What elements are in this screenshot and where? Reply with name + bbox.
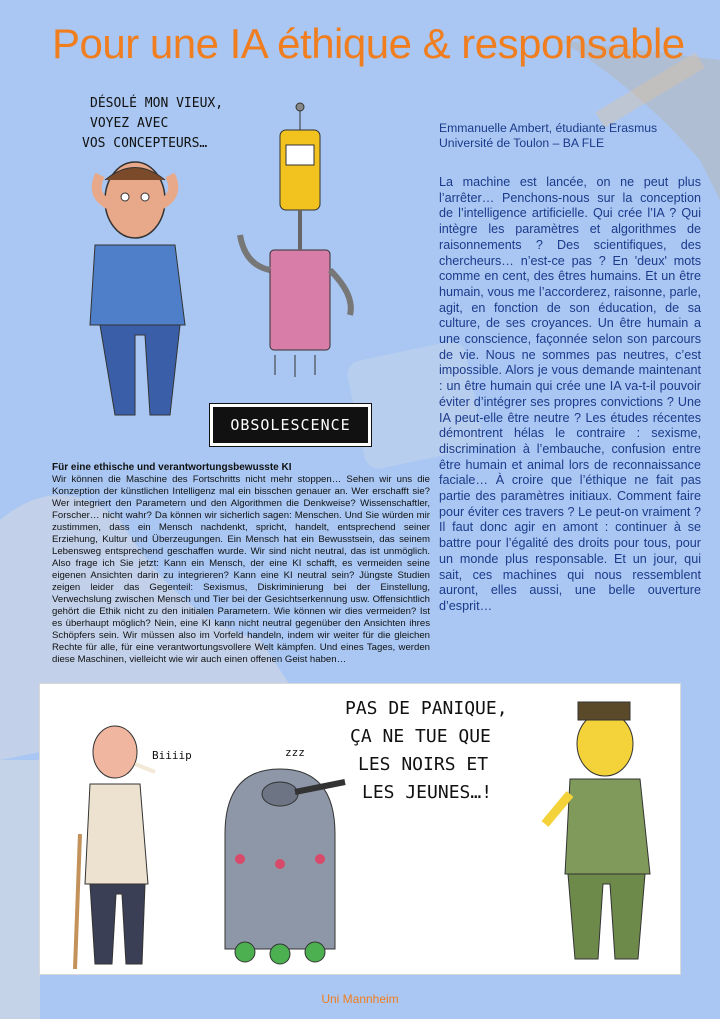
robot-figure <box>240 103 351 377</box>
speech-line: VOS CONCEPTEURS… <box>82 136 208 151</box>
author-byline <box>439 121 701 151</box>
speech-line: VOYEZ AVEC <box>90 116 169 131</box>
speech-line: LES NOIRS ET <box>358 754 489 775</box>
french-article-text: La machine est lancée, on ne peut plus l’arrêter… Penchons-nous sur la conception de l’intelligence artificielle. Qui crée l’IA ? Qui intègre les paramètres et algorithmes de raisonnements ? Des scientifiques, des chercheurs… n’est-ce pas ? En 'deux' mots comme en cent, des êtres humains. Et un être humain, vous me l’accorderez, raisonne, parle, agit, en fonction de son éducation, de sa culture, de ses croyances. Un être humain a une conscience, façonnée selon son parcours de vie. Nous ne sommes pas neutres, c’est impossible. Alors je vous demande maintenant : un être humain qui crée une IA va-t-il pouvoir éviter d’intégrer ses propres convictions ? Une IA peut-elle être neutre ? Les études récentes démontrent hélas le contraire : sexisme, discrimination à l’embauche, confusion entre être humain et animal lors de reconnaissance faciale… À croire que l’éthique ne fait pas partie des paramètres initiaux. Comment faire pour éviter ces travers ? Le peut-on vraiment ? Il faut donc agir en amont : continuer à se battre pour l’égalité des droits pour tous, pour un monde plus responsable. Et un jour, qui sait, ces machines qui nous ressemblent auront, elles aussi, une belle ouverture d’esprit… <box>439 175 701 613</box>
soldier-figure <box>545 702 650 959</box>
german-article-text: Wir können die Maschine des Fortschritts nicht mehr stoppen… Sehen wir uns die Konzeption der künstlichen Intelligenz mal ein bisschen genauer an. Wer erschafft sie? Wer integriert den Parametern und den Algorithmen die Denkweise? Wissenschaftler, Forscher… nicht wahr? Da können wir sicherlich sagen: Menschen. Und Sie würden mir zustimmen, dass ein Mensch nachdenkt, spricht, handelt, entsprechend seiner Erziehung, Kultur und Überzeugungen. Ein Mensch hat ein Bewusstsein, das seinem Lebensweg entsprechend geschaffen wurde. Wir sind nicht neutral, das ist unmöglich. Also frage ich Sie jetzt: Kann ein Mensch, der eine KI schafft, es vermeiden seine eigenen Ansichten darin zu integrieren? Kann eine KI neutral sein? Jüngste Studien zeigen leider das Gegenteil: Sexismus, Diskriminierung bei der Einstellung, Verwechslung zwischen Mensch und Tier bei der Gesichtserkennung usw. Offensichtlich gehört die Ethik nicht zu den initialen Parametern. Wie können wir dies vermeiden? Ist es überhaupt möglich? Nein, eine KI kann nicht neutral gegenüber den Ansichten ihres Schöpfers sein. Wir müssen also im Vorfeld handeln, indem wir weiter für die gleichen Rechte für alle, für eine verantwortungsvollere Welt kämpfen. Und eines Tages, werden diese Maschinen, vielleicht wie wir auch einen offenen Geist haben… <box>52 474 430 665</box>
capsule-robot-figure <box>225 769 345 964</box>
man-figure <box>90 162 185 415</box>
footer-source: Uni Mannheim <box>321 992 399 1006</box>
author-affiliation: Université de Toulon – BA FLE <box>439 136 605 150</box>
german-article <box>52 462 430 666</box>
speech-line: ÇA NE TUE QUE <box>350 726 491 747</box>
cartoon-panel-bottom <box>39 683 681 975</box>
speech-line: DÉSOLÉ MON VIEUX, <box>90 96 224 111</box>
speech-line: LES JEUNES…! <box>362 782 493 803</box>
cartoon-obsolescence <box>60 85 390 445</box>
german-heading: Für eine ethische und verantwortungsbewusste KI <box>52 462 292 473</box>
beep-sound: Biiiip <box>152 749 192 762</box>
speech-line: PAS DE PANIQUE, <box>345 698 508 719</box>
sleep-sound: zzz <box>285 746 305 759</box>
author-name: Emmanuelle Ambert, étudiante Erasmus <box>439 121 658 135</box>
obsolescence-caption: OBSOLESCENCE <box>210 404 371 446</box>
page-title: Pour une IA éthique & responsable <box>52 20 685 67</box>
old-man-figure <box>75 726 155 969</box>
cartoon-soldier-robot <box>40 684 680 974</box>
